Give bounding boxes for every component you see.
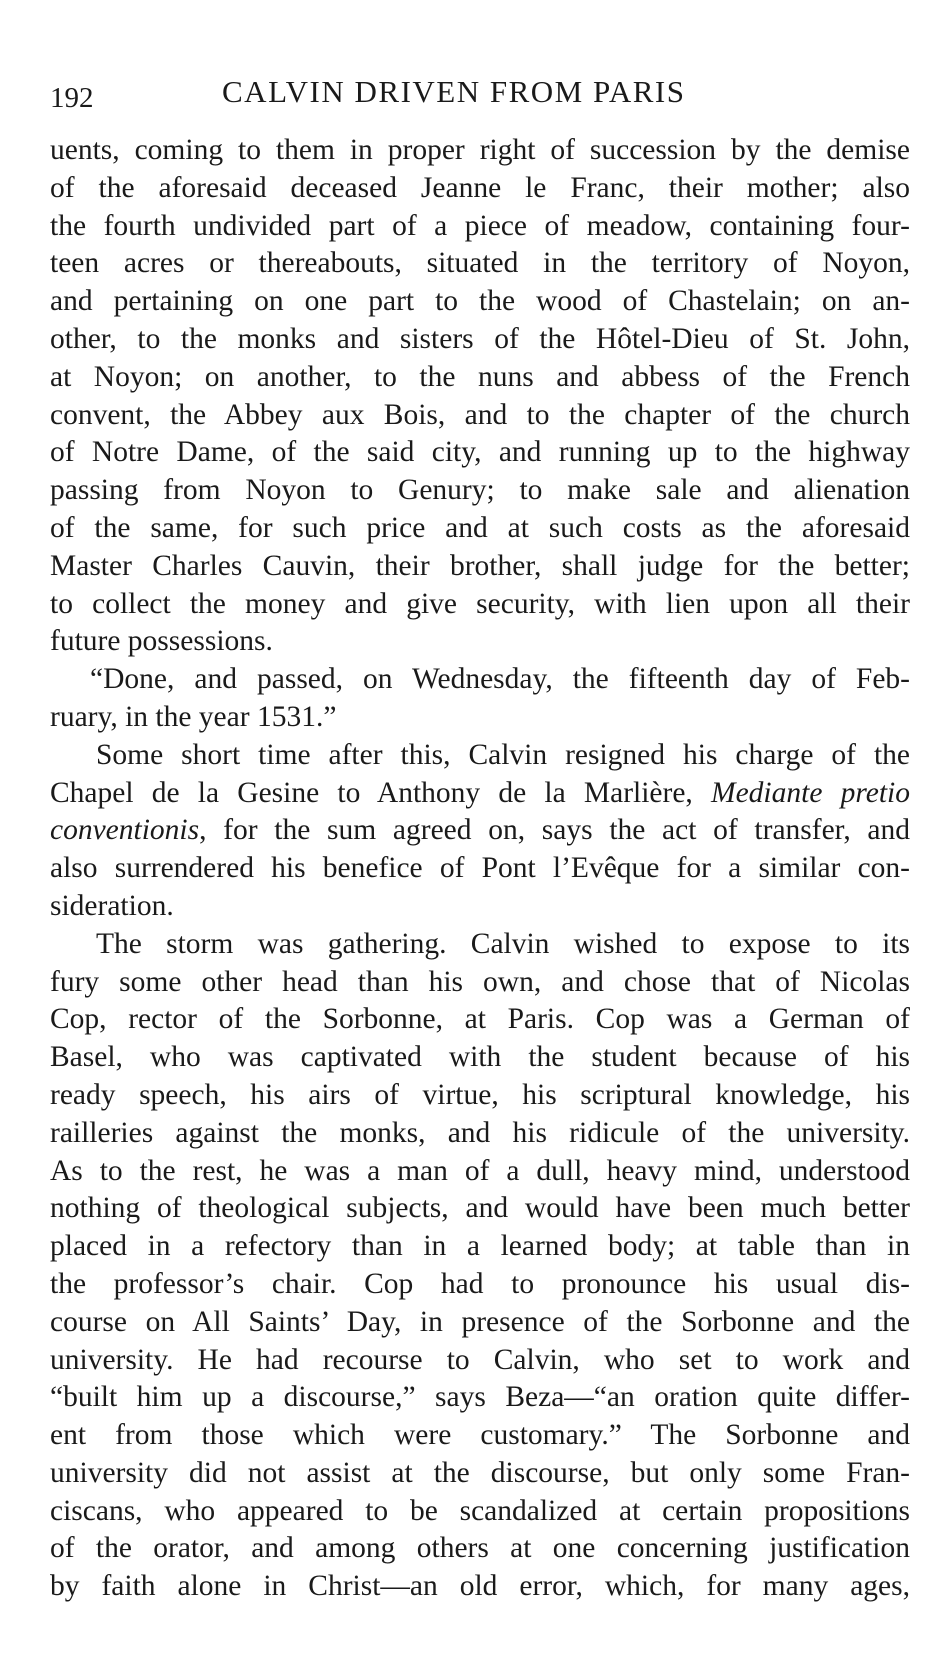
text-line: ciscans, who appeared to be scandalized at certain propositions — [50, 1494, 910, 1527]
latin-phrase: conventionis — [50, 814, 200, 847]
text-line: Basel, who was captivated with the student because of his — [50, 1041, 910, 1074]
text-line: ruary, in the year 1531.” — [50, 700, 337, 733]
text-line: nothing of theological subjects, and would have been much better — [50, 1192, 910, 1225]
text-segment: Chapel de la Gesine to Anthony de la Marlière, — [50, 776, 712, 809]
paragraph-quotation — [50, 661, 910, 737]
text-line: university. He had recourse to Calvin, who set to work and — [50, 1343, 910, 1376]
text-line: of Notre Dame, of the said city, and running up to the highway — [50, 436, 910, 469]
text-line — [50, 775, 910, 813]
text-line: future possessions. — [50, 625, 273, 658]
text-line: by faith alone in Christ—an old error, which, for many ages, — [50, 1570, 910, 1603]
latin-phrase: Mediante pretio — [711, 776, 910, 809]
text-line: and pertaining on one part to the wood of Chastelain; on an- — [50, 285, 910, 318]
paragraph-resignation — [50, 737, 910, 926]
text-line: sideration. — [50, 889, 174, 922]
text-line: “built him up a discourse,” says Beza—“an oration quite differ- — [50, 1381, 910, 1414]
text-line: to collect the money and give security, with lien upon all their — [50, 587, 910, 620]
text-line: ent from those which were customary.” The Sorbonne and — [50, 1419, 910, 1452]
text-line: of the same, for such price and at such costs as the aforesaid — [50, 511, 910, 544]
text-line: As to the rest, he was a man of a dull, heavy mind, understood — [50, 1154, 910, 1187]
text-line: fury some other head than his own, and chose that of Nicolas — [50, 965, 910, 998]
text-line: the fourth undivided part of a piece of meadow, containing four- — [50, 209, 910, 242]
text-line: uents, coming to them in proper right of succession by the demise — [50, 134, 910, 166]
paragraph-storm — [50, 926, 910, 1606]
text-line: The storm was gathering. Calvin wished to expose to its — [96, 927, 910, 960]
text-line: course on All Saints’ Day, in presence of the Sorbonne and the — [50, 1305, 910, 1338]
text-line: teen acres or thereabouts, situated in the territory of Noyon, — [50, 247, 910, 280]
text-line — [50, 812, 910, 850]
text-line: Cop, rector of the Sorbonne, at Paris. Cop was a German of — [50, 1003, 910, 1036]
book-page — [50, 74, 910, 1606]
text-line: of the orator, and among others at one concerning justification — [50, 1532, 910, 1565]
text-line: at Noyon; on another, to the nuns and abbess of the French — [50, 360, 910, 393]
page-number: 192 — [50, 82, 94, 114]
running-head — [50, 74, 910, 124]
body-text — [50, 132, 910, 1606]
text-line: “Done, and passed, on Wednesday, the fifteenth day of Feb- — [90, 663, 910, 696]
text-segment: , for the sum agreed on, says the act of transfer, and — [199, 814, 910, 847]
text-line: also surrendered his benefice of Pont l’Evêque for a similar con- — [50, 852, 910, 885]
text-line: ready speech, his airs of virtue, his scriptural knowledge, his — [50, 1078, 910, 1111]
text-line: railleries against the monks, and his ridicule of the university. — [50, 1116, 910, 1149]
text-line: the professor’s chair. Cop had to pronounce his usual dis- — [50, 1267, 910, 1300]
text-line: of the aforesaid deceased Jeanne le Franc, their mother; also — [50, 171, 910, 204]
text-line: placed in a refectory than in a learned body; at table than in — [50, 1230, 910, 1263]
text-line: passing from Noyon to Genury; to make sale and alienation — [50, 474, 910, 507]
running-title: CALVIN DRIVEN FROM PARIS — [222, 74, 686, 109]
paragraph-continuation — [50, 132, 910, 661]
text-line: Master Charles Cauvin, their brother, shall judge for the better; — [50, 549, 910, 582]
text-line: Some short time after this, Calvin resigned his charge of the — [96, 738, 910, 771]
text-line: convent, the Abbey aux Bois, and to the chapter of the church — [50, 398, 910, 431]
text-line: other, to the monks and sisters of the Hôtel-Dieu of St. John, — [50, 322, 910, 355]
text-line: university did not assist at the discourse, but only some Fran- — [50, 1456, 910, 1489]
